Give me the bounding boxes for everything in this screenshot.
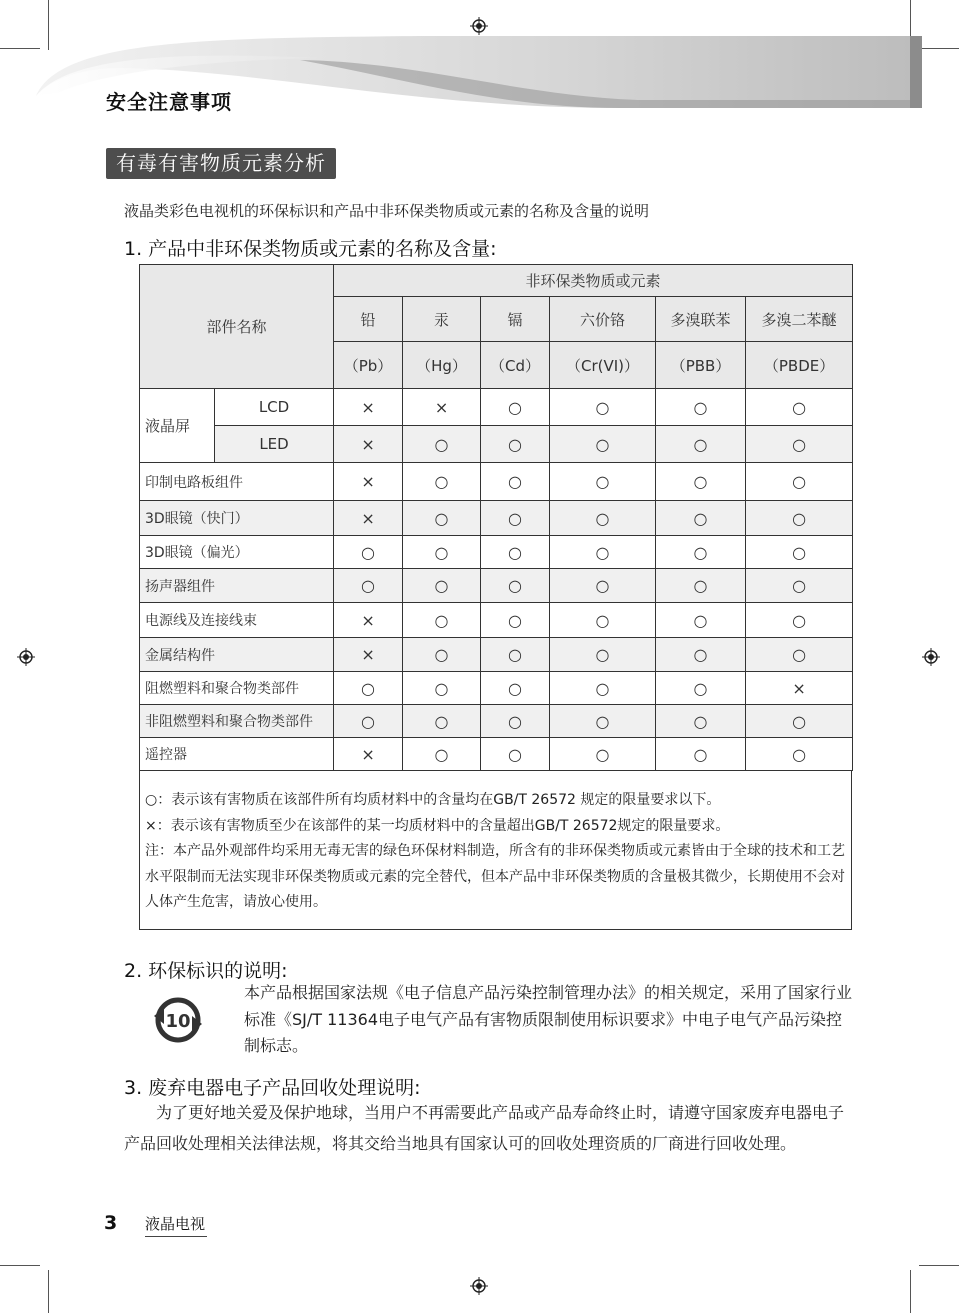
compliance-mark: ○ <box>481 603 550 638</box>
compliance-mark: ○ <box>746 738 853 771</box>
section-tag: 有毒有害物质元素分析 <box>106 148 336 179</box>
registration-mark-icon <box>922 648 940 666</box>
substance-symbol: （Cd） <box>481 342 550 389</box>
compliance-mark: ○ <box>403 738 481 771</box>
compliance-mark: ○ <box>403 638 481 672</box>
registration-mark-icon <box>470 1277 488 1295</box>
compliance-mark: ○ <box>481 501 550 536</box>
component-name: 3D眼镜（快门） <box>140 501 334 536</box>
table-row <box>140 638 853 672</box>
table-row <box>140 569 853 603</box>
registration-mark-icon <box>17 648 35 666</box>
component-name: 金属结构件 <box>140 638 334 672</box>
compliance-mark: ○ <box>481 389 550 426</box>
compliance-mark: ○ <box>656 638 746 672</box>
table-notes <box>145 788 845 916</box>
substance-header: 多溴联苯 <box>656 297 746 342</box>
compliance-mark: ○ <box>334 705 403 738</box>
compliance-mark: ○ <box>403 463 481 501</box>
component-name: LCD <box>215 389 334 426</box>
table-row <box>140 463 853 501</box>
compliance-mark: ○ <box>656 501 746 536</box>
compliance-mark: ○ <box>403 501 481 536</box>
compliance-mark: ○ <box>334 569 403 603</box>
compliance-mark: ○ <box>403 536 481 569</box>
compliance-mark: ○ <box>550 536 656 569</box>
compliance-mark: ○ <box>746 569 853 603</box>
compliance-mark: ○ <box>550 569 656 603</box>
compliance-mark: ○ <box>550 705 656 738</box>
substance-header: 镉 <box>481 297 550 342</box>
compliance-mark: ○ <box>550 603 656 638</box>
compliance-mark: × <box>334 501 403 536</box>
section-2-text: 本产品根据国家法规《电子信息产品污染控制管理办法》的相关规定，采用了国家行业标准《SJ/T 11364电子电气产品有害物质限制使用标识要求》中电子电气产品污染控制标志。 <box>244 983 853 1055</box>
registration-mark-icon <box>470 17 488 35</box>
substance-group-header: 非环保类物质或元素 <box>334 265 853 297</box>
component-name: 印制电路板组件 <box>140 463 334 501</box>
footer-label: 液晶电视 <box>145 1215 206 1233</box>
compliance-mark: ○ <box>481 672 550 705</box>
compliance-mark: ○ <box>656 426 746 463</box>
substance-header: 铅 <box>334 297 403 342</box>
compliance-mark: ○ <box>403 603 481 638</box>
substance-symbol: （Pb） <box>334 342 403 389</box>
compliance-mark: × <box>334 638 403 672</box>
component-name: 阻燃塑料和聚合物类部件 <box>140 672 334 705</box>
compliance-mark: ○ <box>481 569 550 603</box>
compliance-mark: ○ <box>403 705 481 738</box>
compliance-mark: ○ <box>656 738 746 771</box>
note-line: ×：表示该有害物质至少在该部件的某一均质材料中的含量超出GB/T 26572规定的限量要求。 <box>145 817 730 834</box>
compliance-mark: ○ <box>746 426 853 463</box>
compliance-mark: ○ <box>481 463 550 501</box>
table-row <box>140 536 853 569</box>
compliance-mark: ○ <box>656 463 746 501</box>
hazardous-substance-table <box>139 264 853 771</box>
compliance-mark: ○ <box>550 672 656 705</box>
substance-header: 六价铬 <box>550 297 656 342</box>
component-name: 电源线及连接线束 <box>140 603 334 638</box>
compliance-mark: ○ <box>656 705 746 738</box>
compliance-mark: ○ <box>746 638 853 672</box>
substance-symbol: （Hg） <box>403 342 481 389</box>
section-2-heading: 2. 环保标识的说明: <box>124 960 288 982</box>
compliance-mark: × <box>746 672 853 705</box>
component-name: 扬声器组件 <box>140 569 334 603</box>
compliance-mark: ○ <box>656 536 746 569</box>
compliance-mark: × <box>334 463 403 501</box>
table-row <box>140 501 853 536</box>
compliance-mark: ○ <box>481 426 550 463</box>
compliance-mark: ○ <box>656 603 746 638</box>
compliance-mark: ○ <box>746 603 853 638</box>
substance-symbol: （PBB） <box>656 342 746 389</box>
compliance-mark: ○ <box>334 536 403 569</box>
intro-text: 液晶类彩色电视机的环保标识和产品中非环保类物质或元素的名称及含量的说明 <box>124 202 650 220</box>
compliance-mark: ○ <box>746 536 853 569</box>
table-row <box>140 426 853 463</box>
recycle-10-number: 10 <box>165 1011 191 1032</box>
compliance-mark: ○ <box>550 638 656 672</box>
compliance-mark: × <box>334 603 403 638</box>
compliance-mark: × <box>334 738 403 771</box>
table-row <box>140 705 853 738</box>
compliance-mark: ○ <box>746 705 853 738</box>
compliance-mark: ○ <box>550 463 656 501</box>
compliance-mark: ○ <box>746 501 853 536</box>
section-1-heading: 1. 产品中非环保类物质或元素的名称及含量: <box>124 238 497 260</box>
compliance-mark: ○ <box>481 638 550 672</box>
compliance-mark: ○ <box>550 501 656 536</box>
section-3-text: 为了更好地关爱及保护地球，当用户不再需要此产品或产品寿命终止时，请遵守国家废弃电器电子产品回收处理相关法律法规，将其交给当地具有国家认可的回收处理资质的厂商进行回收处理。 <box>124 1103 845 1153</box>
compliance-mark: ○ <box>656 672 746 705</box>
table-row <box>140 603 853 638</box>
compliance-mark: ○ <box>481 536 550 569</box>
crop-mark <box>919 1265 959 1266</box>
component-name: LED <box>215 426 334 463</box>
compliance-mark: ○ <box>550 389 656 426</box>
compliance-mark: ○ <box>403 569 481 603</box>
compliance-mark: ○ <box>656 389 746 426</box>
note-line: 注：本产品外观部件均采用无毒无害的绿色环保材料制造，所含有的非环保类物质或元素皆由于全球的技术和工艺水平限制而无法实现非环保类物质或元素的完全替代，但本产品中非环保类物质的含量极其微少，长期使用不会对人体产生危害，请放心使用。 <box>145 843 845 910</box>
table-row <box>140 389 853 426</box>
compliance-mark: × <box>403 389 481 426</box>
substance-header: 多溴二苯醚 <box>746 297 853 342</box>
component-name: 3D眼镜（偏光） <box>140 536 334 569</box>
page-number: 3 <box>104 1212 118 1234</box>
compliance-mark: × <box>334 426 403 463</box>
table-row <box>140 672 853 705</box>
substance-header: 汞 <box>403 297 481 342</box>
compliance-mark: ○ <box>481 738 550 771</box>
compliance-mark: ○ <box>550 426 656 463</box>
substance-symbol: （PBDE） <box>746 342 853 389</box>
crop-mark <box>0 1265 40 1266</box>
compliance-mark: ○ <box>481 705 550 738</box>
recycle-10-icon <box>150 994 206 1046</box>
compliance-mark: ○ <box>550 738 656 771</box>
compliance-mark: ○ <box>746 389 853 426</box>
section-3-heading: 3. 废弃电器电子产品回收处理说明: <box>124 1077 421 1099</box>
component-group-name: 液晶屏 <box>140 389 215 463</box>
compliance-mark: × <box>334 389 403 426</box>
page-section-title: 安全注意事项 <box>106 90 232 114</box>
component-name: 非阻燃塑料和聚合物类部件 <box>140 705 334 738</box>
footer-underline <box>145 1236 207 1237</box>
crop-mark <box>910 1270 911 1313</box>
crop-mark <box>48 1270 49 1313</box>
part-name-header: 部件名称 <box>140 265 334 389</box>
component-name: 遥控器 <box>140 738 334 771</box>
compliance-mark: ○ <box>334 672 403 705</box>
note-line: ○：表示该有害物质在该部件所有均质材料中的含量均在GB/T 26572 规定的限量要求以下。 <box>145 792 721 808</box>
compliance-mark: ○ <box>656 569 746 603</box>
compliance-mark: ○ <box>403 672 481 705</box>
substance-symbol: （Cr(VI)） <box>550 342 656 389</box>
table-row <box>140 738 853 771</box>
compliance-mark: ○ <box>746 463 853 501</box>
compliance-mark: ○ <box>403 426 481 463</box>
